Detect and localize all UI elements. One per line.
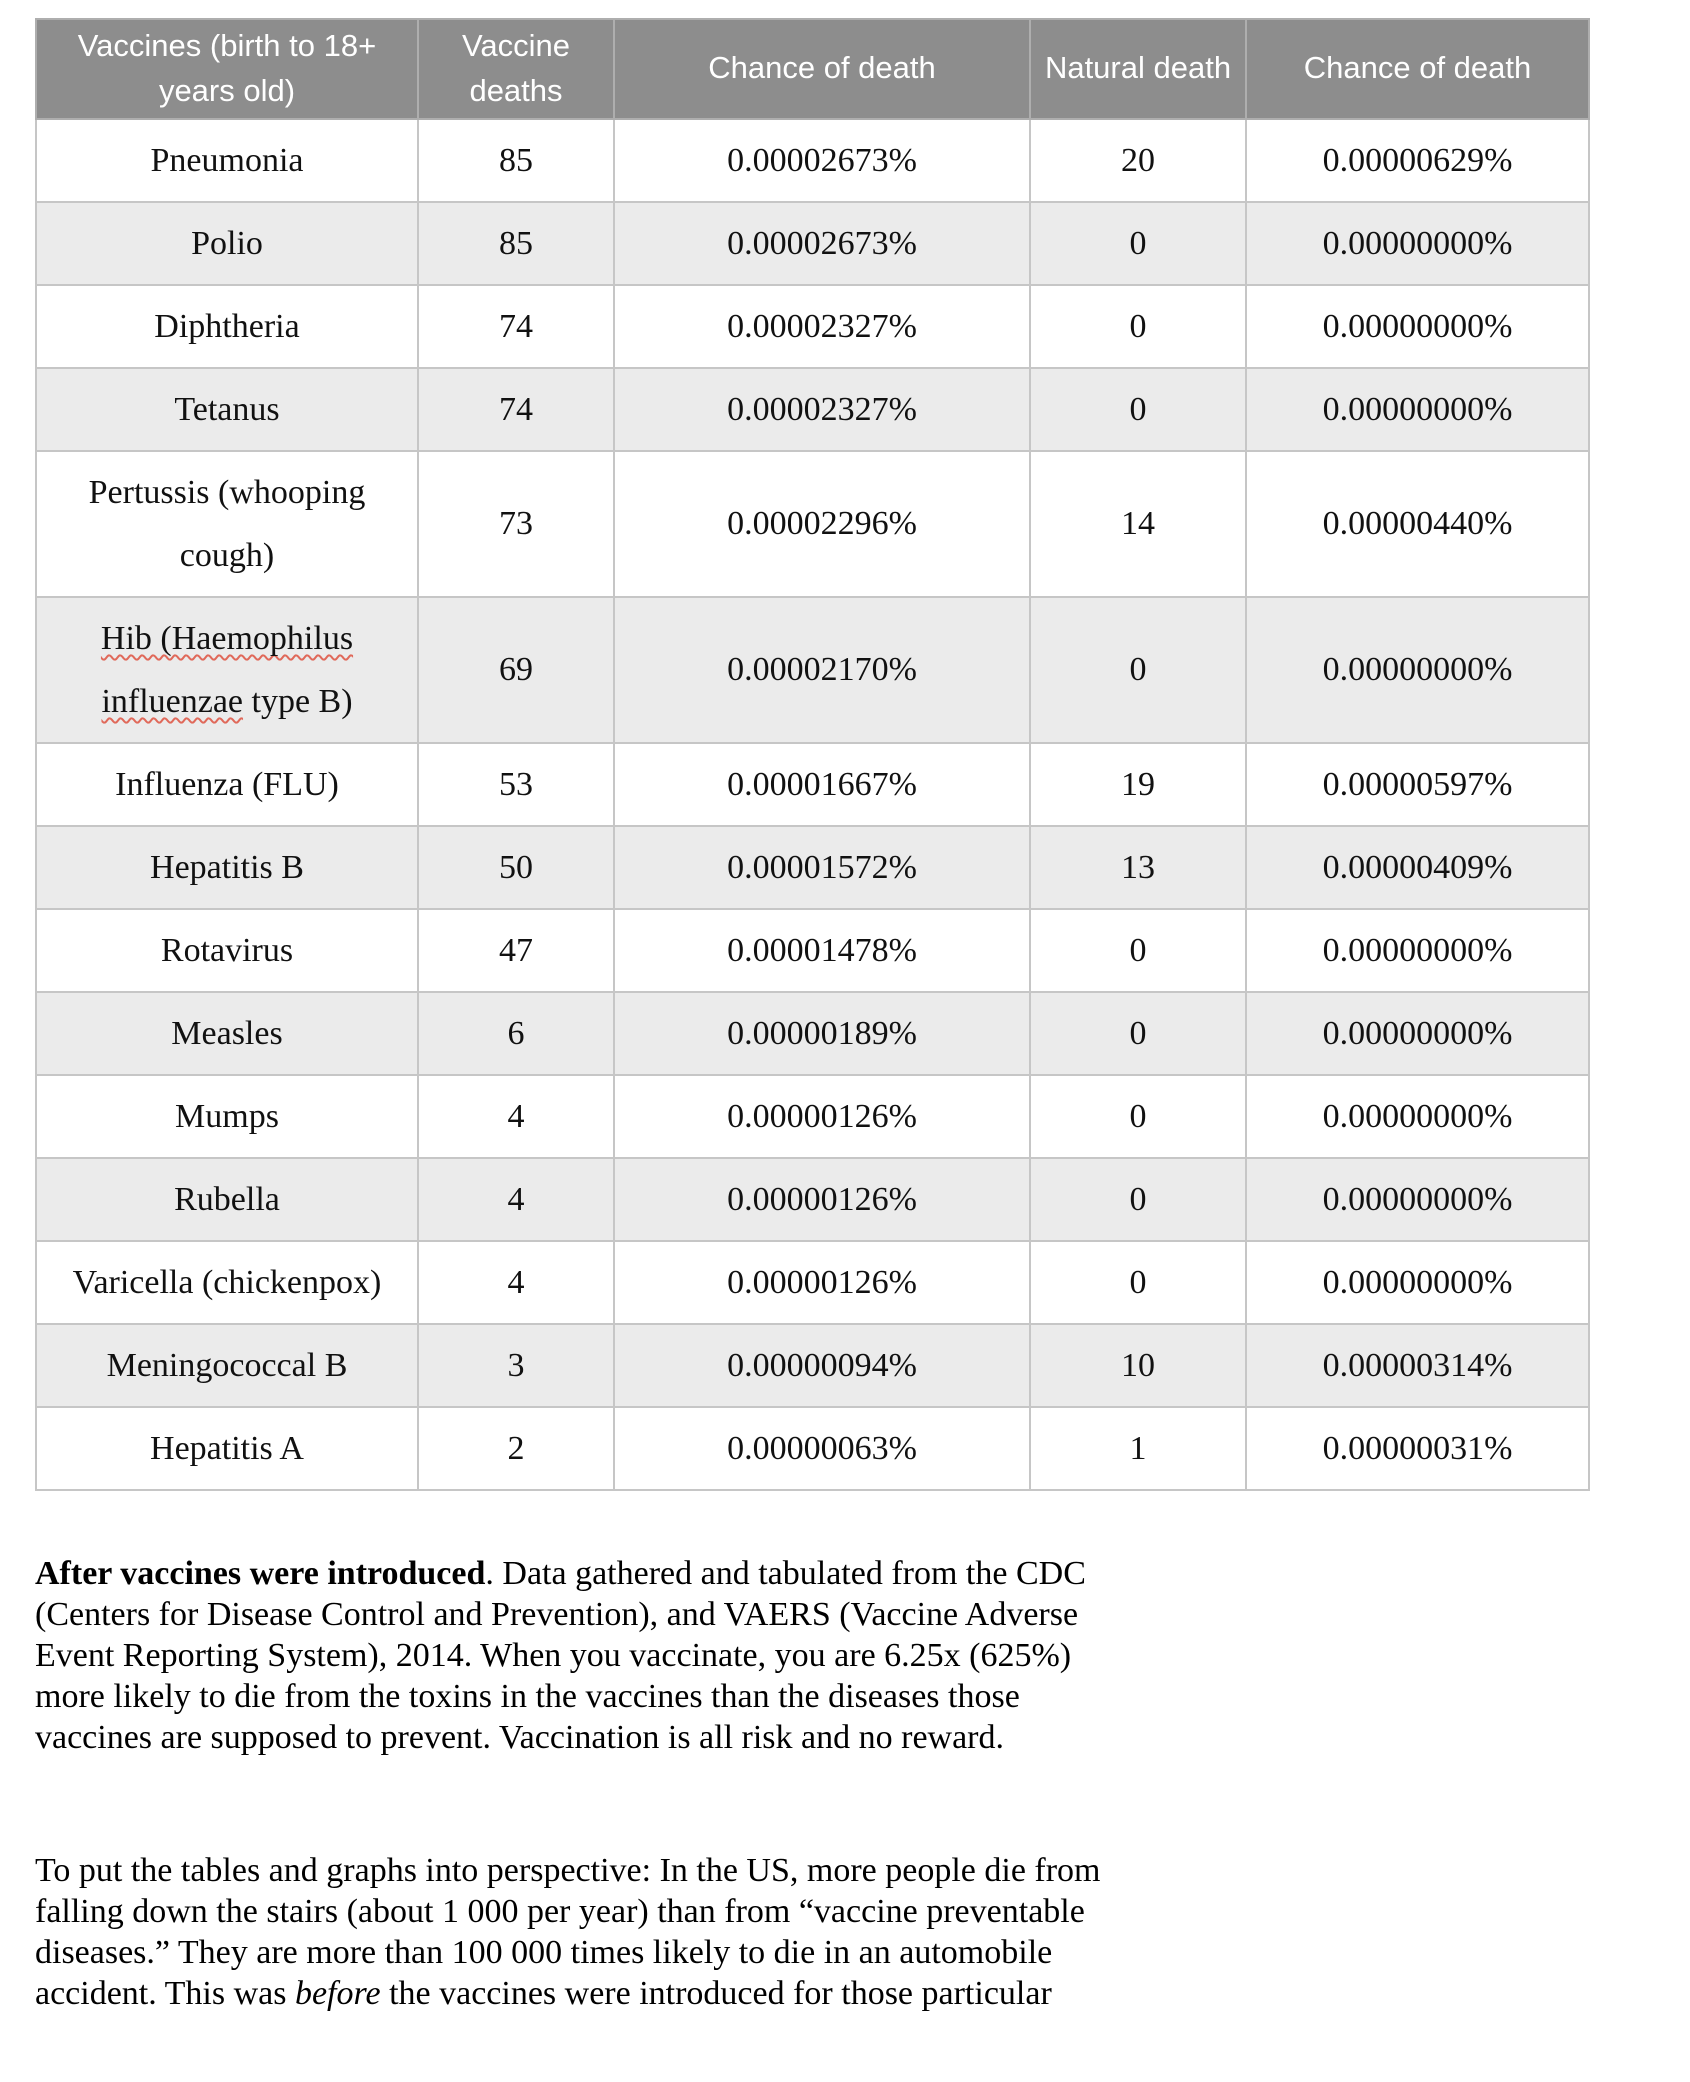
natural-chance-cell: 0.00000000% [1246, 1241, 1589, 1324]
text-segment: accident. This was [35, 1974, 295, 2012]
table-row [36, 451, 1589, 597]
vaccine-name-cell [36, 119, 418, 202]
vaccine-chance-cell: 0.00002296% [614, 451, 1030, 597]
vaccine-chance-cell: 0.00000063% [614, 1407, 1030, 1490]
vaccine-name-cell [36, 1075, 418, 1158]
text-segment: Hepatitis B [150, 848, 304, 886]
text-segment: falling down the stairs (about 1 000 per year) than from “vaccine preventable [35, 1892, 1085, 1930]
text-line [35, 1553, 1690, 1594]
vaccine-deaths-cell: 4 [418, 1158, 614, 1241]
column-header-natural-chance: Chance of death [1246, 19, 1589, 119]
vaccine-name-cell [36, 1324, 418, 1407]
text-line [35, 1932, 1690, 1973]
vaccine-deaths-cell: 6 [418, 992, 614, 1075]
vaccine-chance-cell: 0.00002673% [614, 202, 1030, 285]
text-segment: (Centers for Disease Control and Prevention), and VAERS (Vaccine Adverse [35, 1595, 1079, 1633]
vaccine-name-cell [36, 1241, 418, 1324]
natural-deaths-cell: 10 [1030, 1324, 1246, 1407]
vaccine-chance-cell: 0.00002327% [614, 285, 1030, 368]
text-line [35, 1717, 1690, 1758]
natural-chance-cell: 0.00000031% [1246, 1407, 1589, 1490]
vaccine-chance-cell: 0.00002327% [614, 368, 1030, 451]
vaccine-name-cell [36, 826, 418, 909]
text-segment: To put the tables and graphs into perspective: In the US, more people die from [35, 1851, 1101, 1889]
text-segment: type B) [243, 682, 353, 720]
vaccine-name-cell [36, 992, 418, 1075]
text-segment: Mumps [175, 1097, 279, 1135]
vaccine-chance-cell: 0.00000189% [614, 992, 1030, 1075]
vaccine-deaths-cell: 2 [418, 1407, 614, 1490]
vaccine-deaths-cell: 85 [418, 119, 614, 202]
vaccine-deaths-cell: 53 [418, 743, 614, 826]
vaccine-chance-cell: 0.00001478% [614, 909, 1030, 992]
table-row [36, 202, 1589, 285]
natural-chance-cell: 0.00000000% [1246, 909, 1589, 992]
vaccine-deaths-cell: 69 [418, 597, 614, 743]
vaccine-name-cell [36, 597, 418, 743]
vaccine-name-cell [36, 451, 418, 597]
column-header-vaccine-chance: Chance of death [614, 19, 1030, 119]
natural-chance-cell: 0.00000000% [1246, 285, 1589, 368]
vaccine-chance-cell: 0.00000126% [614, 1241, 1030, 1324]
vaccine-chance-cell: 0.00000094% [614, 1324, 1030, 1407]
vaccine-chance-cell: 0.00001572% [614, 826, 1030, 909]
text-line [35, 1891, 1690, 1932]
vaccine-deaths-cell: 3 [418, 1324, 614, 1407]
text-segment: Meningococcal B [106, 1346, 348, 1384]
text-segment: Influenza (FLU) [115, 765, 339, 803]
perspective-paragraph [35, 1850, 1690, 2014]
text-line [35, 1635, 1690, 1676]
text-segment: Polio [191, 224, 263, 262]
vaccine-chance-cell: 0.00000126% [614, 1158, 1030, 1241]
text-segment: Tetanus [174, 390, 280, 428]
column-header-vaccine-deaths: Vaccine deaths [418, 19, 614, 119]
text-segment: vaccines are supposed to prevent. Vaccination is all risk and no reward. [35, 1718, 1004, 1756]
header-row [36, 19, 1589, 119]
natural-chance-cell: 0.00000000% [1246, 1158, 1589, 1241]
table-row [36, 597, 1589, 743]
natural-deaths-cell: 0 [1030, 1158, 1246, 1241]
table-row [36, 909, 1589, 992]
natural-chance-cell: 0.00000409% [1246, 826, 1589, 909]
natural-chance-cell: 0.00000314% [1246, 1324, 1589, 1407]
text-segment: Measles [171, 1014, 283, 1052]
column-header-natural-death: Natural death [1030, 19, 1246, 119]
natural-deaths-cell: 0 [1030, 368, 1246, 451]
natural-deaths-cell: 0 [1030, 285, 1246, 368]
table-row [36, 368, 1589, 451]
table-row [36, 743, 1589, 826]
text-segment: diseases.” They are more than 100 000 times likely to die in an automobile [35, 1933, 1053, 1971]
spellchecked-text: influenzae [101, 682, 244, 720]
vaccine-deaths-cell: 50 [418, 826, 614, 909]
text-line [35, 1594, 1690, 1635]
natural-deaths-cell: 0 [1030, 909, 1246, 992]
vaccine-deaths-cell: 74 [418, 368, 614, 451]
vaccine-name-cell [36, 368, 418, 451]
natural-deaths-cell: 0 [1030, 202, 1246, 285]
vaccine-chance-cell: 0.00002673% [614, 119, 1030, 202]
spellchecked-text: Hib (Haemophilus [100, 619, 354, 657]
table-row [36, 1407, 1589, 1490]
table-row [36, 826, 1589, 909]
text-segment: . Data gathered and tabulated from the CDC [485, 1554, 1086, 1592]
vaccine-deaths-cell: 85 [418, 202, 614, 285]
natural-deaths-cell: 0 [1030, 1241, 1246, 1324]
table-row [36, 1158, 1589, 1241]
natural-deaths-cell: 19 [1030, 743, 1246, 826]
vaccine-chance-cell: 0.00000126% [614, 1075, 1030, 1158]
natural-chance-cell: 0.00000629% [1246, 119, 1589, 202]
vaccine-deaths-cell: 73 [418, 451, 614, 597]
natural-deaths-cell: 1 [1030, 1407, 1246, 1490]
natural-chance-cell: 0.00000000% [1246, 1075, 1589, 1158]
text-segment: Rubella [174, 1180, 280, 1218]
vaccine-deaths-cell: 4 [418, 1075, 614, 1158]
natural-deaths-cell: 20 [1030, 119, 1246, 202]
natural-deaths-cell: 0 [1030, 992, 1246, 1075]
column-header-vaccines: Vaccines (birth to 18+ years old) [36, 19, 418, 119]
text-segment: Diphtheria [154, 307, 300, 345]
vaccine-name-cell [36, 909, 418, 992]
vaccine-name-cell [36, 285, 418, 368]
natural-chance-cell: 0.00000597% [1246, 743, 1589, 826]
text-segment: Rotavirus [160, 931, 294, 969]
caption-paragraph [35, 1553, 1690, 1758]
natural-deaths-cell: 0 [1030, 597, 1246, 743]
vaccine-name-cell [36, 202, 418, 285]
table-row [36, 119, 1589, 202]
text-segment: cough) [179, 536, 275, 574]
text-segment: before [294, 1974, 381, 2012]
vaccine-deaths-cell: 47 [418, 909, 614, 992]
vaccine-name-cell [36, 1407, 418, 1490]
table-row [36, 1075, 1589, 1158]
natural-deaths-cell: 14 [1030, 451, 1246, 597]
text-segment: Varicella (chickenpox) [72, 1263, 382, 1301]
text-segment: Hepatitis A [150, 1429, 304, 1467]
natural-deaths-cell: 13 [1030, 826, 1246, 909]
vaccine-death-table [35, 18, 1590, 1491]
vaccine-chance-cell: 0.00001667% [614, 743, 1030, 826]
text-segment: more likely to die from the toxins in the vaccines than the diseases those [35, 1677, 1020, 1715]
vaccine-name-cell [36, 1158, 418, 1241]
vaccine-chance-cell: 0.00002170% [614, 597, 1030, 743]
natural-chance-cell: 0.00000000% [1246, 368, 1589, 451]
text-line [35, 1973, 1690, 2014]
vaccine-name-cell [36, 743, 418, 826]
text-segment: Pertussis (whooping [88, 473, 366, 511]
natural-chance-cell: 0.00000000% [1246, 597, 1589, 743]
vaccine-deaths-cell: 74 [418, 285, 614, 368]
text-segment: Pneumonia [150, 141, 304, 179]
table-row [36, 1241, 1589, 1324]
table-row [36, 1324, 1589, 1407]
table-row [36, 285, 1589, 368]
table-row [36, 992, 1589, 1075]
natural-chance-cell: 0.00000440% [1246, 451, 1589, 597]
text-line [35, 1850, 1690, 1891]
text-segment: the vaccines were introduced for those particular [380, 1974, 1052, 2012]
text-line [35, 1676, 1690, 1717]
text-segment: Event Reporting System), 2014. When you vaccinate, you are 6.25x (625%) [35, 1636, 1072, 1674]
natural-chance-cell: 0.00000000% [1246, 992, 1589, 1075]
natural-deaths-cell: 0 [1030, 1075, 1246, 1158]
natural-chance-cell: 0.00000000% [1246, 202, 1589, 285]
text-segment: After vaccines were introduced [35, 1554, 486, 1592]
vaccine-deaths-cell: 4 [418, 1241, 614, 1324]
